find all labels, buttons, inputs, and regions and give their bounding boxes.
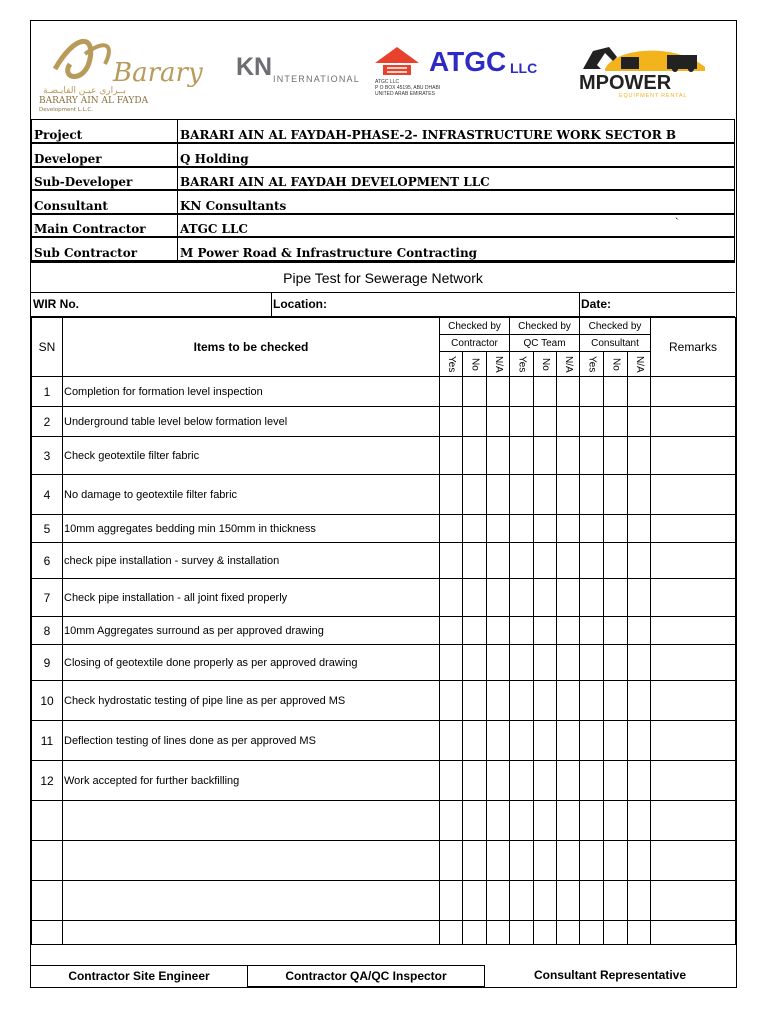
checklist-row (32, 407, 736, 437)
group-header-line1: Checked by (510, 318, 580, 335)
remarks-cell[interactable] (651, 617, 736, 645)
row-item (63, 881, 440, 921)
check-cell[interactable] (534, 475, 557, 515)
check-cell[interactable] (463, 543, 487, 579)
check-cell[interactable] (580, 761, 604, 801)
check-cell[interactable] (604, 841, 628, 881)
items-header: Items to be checked (63, 318, 440, 377)
check-cell[interactable] (440, 841, 463, 881)
check-cell[interactable] (557, 645, 580, 681)
check-cell[interactable] (440, 543, 463, 579)
sub-header-label: Yes (586, 355, 598, 373)
check-cell[interactable] (440, 377, 463, 407)
check-cell[interactable] (604, 921, 628, 945)
check-cell[interactable] (580, 475, 604, 515)
sub-header (604, 352, 628, 377)
remarks-cell[interactable] (651, 761, 736, 801)
location-label: Location: (273, 297, 327, 311)
check-cell[interactable] (463, 377, 487, 407)
row-sn: 8 (32, 617, 63, 645)
check-cell[interactable] (534, 761, 557, 801)
sub-header-label: Yes (446, 355, 457, 373)
sub-header-label: Yes (516, 355, 528, 373)
check-cell[interactable] (557, 721, 580, 761)
check-cell[interactable] (487, 543, 510, 579)
check-cell[interactable] (440, 921, 463, 945)
check-cell[interactable] (487, 515, 510, 543)
check-cell[interactable] (557, 437, 580, 475)
check-cell[interactable] (557, 543, 580, 579)
check-cell[interactable] (487, 921, 510, 945)
inspection-form (30, 20, 737, 988)
check-cell[interactable] (628, 881, 651, 921)
barary-arabic: بــراري عيـن الفايـضـة (43, 86, 126, 96)
check-cell[interactable] (604, 761, 628, 801)
check-cell[interactable] (463, 801, 487, 841)
check-cell[interactable] (604, 881, 628, 921)
form-title: Pipe Test for Sewerage Network (31, 262, 735, 293)
blank-row (32, 921, 736, 945)
check-cell[interactable] (580, 881, 604, 921)
sub-header (487, 352, 510, 377)
info-row (32, 167, 735, 191)
kn-mark: KN (236, 53, 273, 81)
info-value: BARARI AIN AL FAYDAH DEVELOPMENT LLC (178, 167, 735, 191)
atgc-logo (373, 41, 563, 101)
project-info-table (31, 119, 735, 262)
check-cell[interactable] (580, 617, 604, 645)
check-cell[interactable] (628, 437, 651, 475)
check-cell[interactable] (628, 515, 651, 543)
checklist-row (32, 617, 736, 645)
barary-name: BARARY AIN AL FAYDA (39, 96, 149, 106)
check-cell[interactable] (510, 645, 534, 681)
check-cell[interactable] (534, 841, 557, 881)
sub-header (463, 352, 487, 377)
group-header-line2: Contractor (440, 335, 510, 352)
check-cell[interactable] (487, 407, 510, 437)
row-item: 10mm Aggregates surround as per approved drawing (63, 617, 440, 645)
info-label: Project (32, 120, 178, 144)
row-sn: 9 (32, 645, 63, 681)
check-cell[interactable] (510, 515, 534, 543)
check-cell[interactable] (463, 761, 487, 801)
remarks-cell[interactable] (651, 681, 736, 721)
check-cell[interactable] (510, 377, 534, 407)
check-cell[interactable] (628, 921, 651, 945)
check-cell[interactable] (463, 681, 487, 721)
row-sn: 10 (32, 681, 63, 721)
info-row (32, 190, 735, 214)
check-cell[interactable] (580, 841, 604, 881)
check-cell[interactable] (510, 921, 534, 945)
remarks-cell[interactable] (651, 579, 736, 617)
check-cell[interactable] (510, 681, 534, 721)
check-cell[interactable] (628, 721, 651, 761)
check-cell[interactable] (628, 407, 651, 437)
mpower-sub: EQUIPMENT RENTAL (619, 93, 688, 99)
row-item: Check pipe installation - all joint fixed properly (63, 579, 440, 617)
check-cell[interactable] (510, 841, 534, 881)
info-label: Consultant (32, 190, 178, 214)
check-cell[interactable] (440, 645, 463, 681)
info-value: BARARI AIN AL FAYDAH-PHASE-2- INFRASTRUCTURE WORK SECTOR B (178, 120, 735, 144)
sub-header (557, 352, 580, 377)
row-item: Check hydrostatic testing of pipe line as per approved MS (63, 681, 440, 721)
row-sn (32, 801, 63, 841)
info-row (32, 120, 735, 144)
check-cell[interactable] (580, 377, 604, 407)
check-cell[interactable] (557, 579, 580, 617)
check-cell[interactable] (604, 475, 628, 515)
check-cell[interactable] (557, 515, 580, 543)
check-cell[interactable] (440, 579, 463, 617)
check-cell[interactable] (440, 617, 463, 645)
check-cell[interactable] (580, 801, 604, 841)
date-label: Date: (581, 297, 612, 311)
row-item (63, 801, 440, 841)
row-item: No damage to geotextile filter fabric (63, 475, 440, 515)
group-header-line1: Checked by (440, 318, 510, 335)
check-cell[interactable] (580, 681, 604, 721)
check-cell[interactable] (557, 617, 580, 645)
check-cell[interactable] (628, 617, 651, 645)
check-cell[interactable] (487, 579, 510, 617)
check-cell[interactable] (580, 515, 604, 543)
check-cell[interactable] (628, 579, 651, 617)
check-cell[interactable] (463, 921, 487, 945)
checklist-row (32, 543, 736, 579)
check-cell[interactable] (557, 761, 580, 801)
info-value: M Power Road & Infrastructure Contracting (178, 237, 735, 261)
row-sn: 12 (32, 761, 63, 801)
signature-site-engineer: Contractor Site Engineer (31, 965, 248, 987)
check-cell[interactable] (628, 543, 651, 579)
check-cell[interactable] (604, 543, 628, 579)
remarks-cell[interactable] (651, 721, 736, 761)
atgc-line2: P O BOX 45195, ABU DHABI (375, 85, 441, 91)
check-cell[interactable] (440, 681, 463, 721)
row-sn: 7 (32, 579, 63, 617)
sub-header-label: No (540, 357, 551, 371)
check-cell[interactable] (487, 437, 510, 475)
remarks-cell[interactable] (651, 515, 736, 543)
check-cell[interactable] (604, 515, 628, 543)
row-sn (32, 921, 63, 945)
sn-header: SN (32, 318, 63, 377)
remarks-cell[interactable] (651, 437, 736, 475)
check-cell[interactable] (604, 407, 628, 437)
check-cell[interactable] (604, 801, 628, 841)
check-cell[interactable] (534, 407, 557, 437)
check-cell[interactable] (534, 377, 557, 407)
row-sn (32, 881, 63, 921)
blank-row (32, 801, 736, 841)
sub-header-label: N/A (563, 355, 574, 373)
atgc-line1: ATGC LLC (375, 79, 400, 85)
group-header-line1: Checked by (580, 318, 651, 335)
check-cell[interactable] (440, 475, 463, 515)
remarks-cell[interactable] (651, 841, 736, 881)
checklist-row (32, 579, 736, 617)
mpower-name: MPOWER (579, 72, 672, 94)
remarks-cell[interactable] (651, 921, 736, 945)
row-sn: 6 (32, 543, 63, 579)
remarks-cell[interactable] (651, 377, 736, 407)
stray-mark: ` (675, 217, 679, 229)
checklist-row (32, 721, 736, 761)
check-cell[interactable] (487, 645, 510, 681)
info-value: Q Holding (178, 143, 735, 167)
row-item: Check geotextile filter fabric (63, 437, 440, 475)
check-cell[interactable] (440, 881, 463, 921)
check-cell[interactable] (510, 617, 534, 645)
signature-qaqc-inspector: Contractor QA/QC Inspector (248, 965, 485, 987)
check-cell[interactable] (580, 437, 604, 475)
row-item (63, 841, 440, 881)
remarks-cell[interactable] (651, 881, 736, 921)
check-cell[interactable] (534, 881, 557, 921)
check-cell[interactable] (463, 437, 487, 475)
check-cell[interactable] (580, 407, 604, 437)
sub-header-label: N/A (634, 355, 645, 373)
remarks-cell[interactable] (651, 645, 736, 681)
row-item: Completion for formation level inspection (63, 377, 440, 407)
wir-label: WIR No. (33, 297, 79, 311)
row-item: Closing of geotextile done properly as per approved drawing (63, 645, 440, 681)
check-cell[interactable] (580, 579, 604, 617)
check-cell[interactable] (628, 377, 651, 407)
check-cell[interactable] (440, 721, 463, 761)
group-header-line2: Consultant (580, 335, 651, 352)
atgc-line3: UNITED ARAB EMIRATES (375, 91, 435, 97)
info-label: Developer (32, 143, 178, 167)
check-cell[interactable] (557, 407, 580, 437)
check-cell[interactable] (463, 881, 487, 921)
check-cell[interactable] (510, 437, 534, 475)
row-sn: 2 (32, 407, 63, 437)
check-cell[interactable] (440, 437, 463, 475)
row-item: Underground table level below formation level (63, 407, 440, 437)
check-cell[interactable] (534, 801, 557, 841)
check-cell[interactable] (580, 543, 604, 579)
checklist-row (32, 377, 736, 407)
checklist-table (31, 317, 736, 945)
check-cell[interactable] (463, 617, 487, 645)
check-cell[interactable] (534, 617, 557, 645)
row-sn: 5 (32, 515, 63, 543)
row-sn (32, 841, 63, 881)
check-cell[interactable] (463, 645, 487, 681)
wir-row (31, 293, 735, 317)
info-row (32, 237, 735, 261)
check-cell[interactable] (510, 761, 534, 801)
remarks-cell[interactable] (651, 475, 736, 515)
check-cell[interactable] (510, 579, 534, 617)
row-item: 10mm aggregates bedding min 150mm in thickness (63, 515, 440, 543)
check-cell[interactable] (534, 681, 557, 721)
check-cell[interactable] (534, 721, 557, 761)
check-cell[interactable] (487, 801, 510, 841)
check-cell[interactable] (580, 721, 604, 761)
check-cell[interactable] (628, 841, 651, 881)
checklist-row (32, 475, 736, 515)
info-label: Main Contractor (32, 214, 178, 238)
sub-header (510, 352, 534, 377)
check-cell[interactable] (463, 407, 487, 437)
check-cell[interactable] (604, 437, 628, 475)
check-cell[interactable] (534, 515, 557, 543)
sub-header (628, 352, 651, 377)
check-cell[interactable] (440, 407, 463, 437)
mpower-logo (575, 39, 720, 101)
check-cell[interactable] (510, 881, 534, 921)
checklist-row (32, 681, 736, 721)
check-cell[interactable] (463, 515, 487, 543)
row-item: Work accepted for further backfilling (63, 761, 440, 801)
atgc-name: ATGC (429, 46, 507, 77)
remarks-header: Remarks (651, 318, 736, 377)
check-cell[interactable] (557, 801, 580, 841)
remarks-cell[interactable] (651, 407, 736, 437)
checklist-row (32, 761, 736, 801)
barary-script: Barary (113, 58, 203, 88)
row-sn: 4 (32, 475, 63, 515)
check-cell[interactable] (510, 801, 534, 841)
info-row (32, 143, 735, 167)
signature-consultant-rep: Consultant Representative (533, 968, 687, 982)
check-cell[interactable] (510, 407, 534, 437)
check-cell[interactable] (557, 475, 580, 515)
check-cell[interactable] (557, 881, 580, 921)
atgc-suffix: LLC (510, 60, 538, 76)
remarks-cell[interactable] (651, 543, 736, 579)
check-cell[interactable] (487, 881, 510, 921)
row-sn: 3 (32, 437, 63, 475)
check-cell[interactable] (440, 801, 463, 841)
info-row (32, 214, 735, 238)
check-cell[interactable] (510, 543, 534, 579)
check-cell[interactable] (487, 617, 510, 645)
blank-row (32, 881, 736, 921)
barary-sub: Development L.L.C. (39, 107, 93, 113)
check-cell[interactable] (463, 721, 487, 761)
check-cell[interactable] (487, 681, 510, 721)
row-item (63, 921, 440, 945)
row-item: Deflection testing of lines done as per approved MS (63, 721, 440, 761)
blank-row (32, 841, 736, 881)
check-cell[interactable] (487, 475, 510, 515)
signature-row (31, 965, 735, 987)
kn-logo (236, 51, 366, 91)
info-value: ATGC LLC (178, 214, 735, 238)
kn-text: INTERNATIONAL (273, 74, 360, 84)
check-cell[interactable] (604, 645, 628, 681)
checklist-row (32, 645, 736, 681)
check-cell[interactable] (487, 761, 510, 801)
check-cell[interactable] (628, 645, 651, 681)
check-cell[interactable] (487, 377, 510, 407)
check-cell[interactable] (487, 721, 510, 761)
check-cell[interactable] (557, 681, 580, 721)
check-cell[interactable] (604, 377, 628, 407)
check-cell[interactable] (440, 515, 463, 543)
check-cell[interactable] (580, 645, 604, 681)
group-header-line2: QC Team (510, 335, 580, 352)
check-cell[interactable] (604, 721, 628, 761)
row-sn: 11 (32, 721, 63, 761)
check-cell[interactable] (604, 617, 628, 645)
check-cell[interactable] (628, 681, 651, 721)
info-label: Sub Contractor (32, 237, 178, 261)
check-cell[interactable] (440, 761, 463, 801)
sub-header (440, 352, 463, 377)
checklist-row (32, 437, 736, 475)
check-cell[interactable] (463, 841, 487, 881)
check-cell[interactable] (534, 921, 557, 945)
check-cell[interactable] (487, 841, 510, 881)
check-cell[interactable] (510, 721, 534, 761)
remarks-cell[interactable] (651, 801, 736, 841)
sub-header-label: No (469, 357, 481, 371)
row-sn: 1 (32, 377, 63, 407)
sub-header-label: No (610, 357, 622, 371)
check-cell[interactable] (463, 475, 487, 515)
check-cell[interactable] (557, 921, 580, 945)
barary-logo (35, 29, 220, 113)
check-cell[interactable] (557, 841, 580, 881)
check-cell[interactable] (510, 475, 534, 515)
check-cell[interactable] (557, 377, 580, 407)
logo-header (31, 21, 735, 119)
check-cell[interactable] (580, 921, 604, 945)
sub-header (580, 352, 604, 377)
sub-header (534, 352, 557, 377)
row-item: check pipe installation - survey & installation (63, 543, 440, 579)
check-cell[interactable] (463, 579, 487, 617)
check-cell[interactable] (604, 681, 628, 721)
checklist-row (32, 515, 736, 543)
check-cell[interactable] (604, 579, 628, 617)
check-cell[interactable] (534, 543, 557, 579)
check-cell[interactable] (534, 579, 557, 617)
header-row-groups (32, 318, 736, 335)
info-value: KN Consultants (178, 190, 735, 214)
check-cell[interactable] (628, 761, 651, 801)
info-label: Sub-Developer (32, 167, 178, 191)
sub-header-label: N/A (493, 355, 504, 373)
check-cell[interactable] (534, 645, 557, 681)
check-cell[interactable] (628, 801, 651, 841)
check-cell[interactable] (534, 437, 557, 475)
check-cell[interactable] (628, 475, 651, 515)
